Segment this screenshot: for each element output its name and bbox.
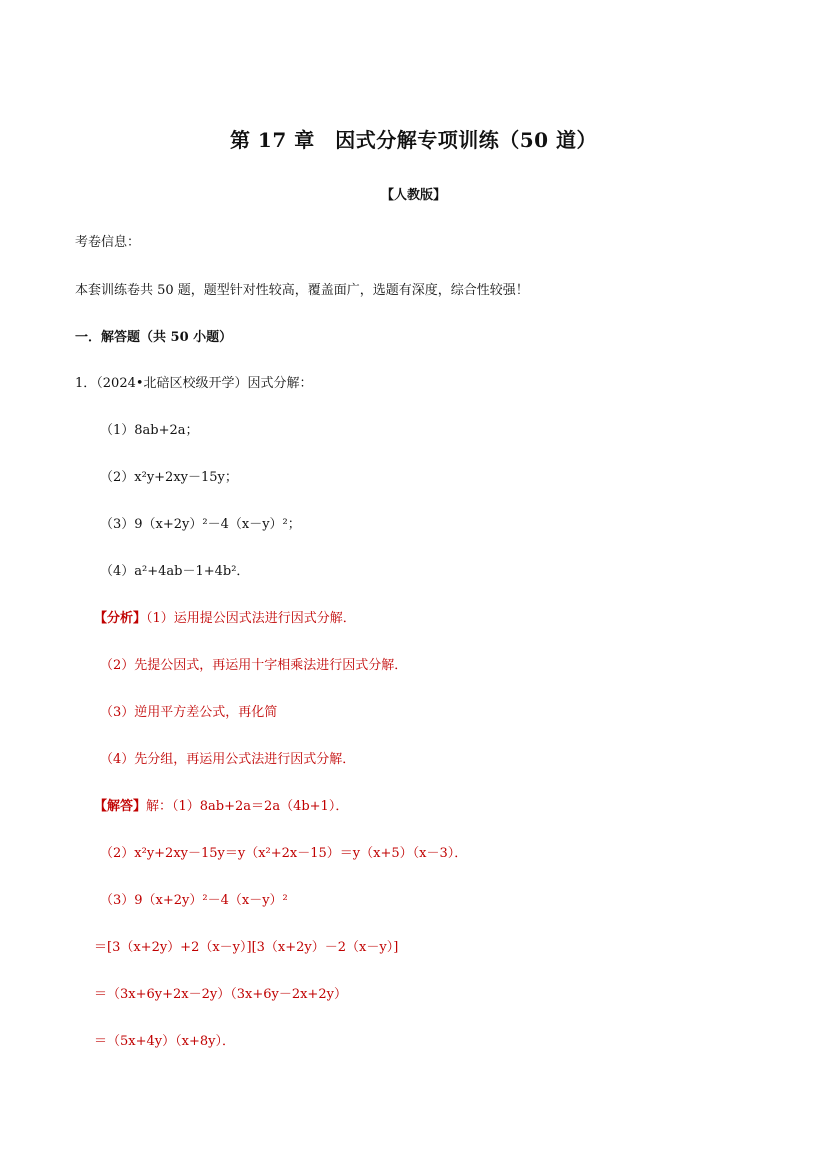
document-subtitle: 【人教版】 <box>380 188 446 203</box>
exam-info-text: 本套训练卷共 50 题，题型针对性较高，覆盖面广，选题有深度，综合性较强！ <box>75 283 529 298</box>
solution-line-6: ＝（5x+4y）（x+8y）． <box>94 1034 235 1049</box>
question-number: 1． <box>75 376 97 391</box>
analysis-line-4: （4）先分组，再运用公式法进行因式分解． <box>100 752 356 767</box>
question-part-1: （1）8ab+2a； <box>100 423 199 438</box>
solution-line-3: （3）9（x+2y）²－4（x－y）² <box>100 893 288 908</box>
solution-text-1: 解：（1）8ab+2a＝2a（4b+1）． <box>146 799 349 814</box>
analysis-text-1: （1）运用提公因式法进行因式分解． <box>146 611 356 626</box>
question-header <box>75 375 313 393</box>
solution-tag: 【解答】 <box>94 799 147 814</box>
section-heading: 一．解答题（共 50 小题） <box>75 330 233 345</box>
solution-line-5: ＝（3x+6y+2x－2y）（3x+6y－2x+2y） <box>94 987 347 1002</box>
question-part-3: （3）9（x+2y）²－4（x－y）²； <box>100 517 301 532</box>
solution-line-1 <box>94 798 348 816</box>
question-source: （2024•北碚区校级开学）因式分解： <box>96 376 313 391</box>
question-part-4: （4）a²+4ab－1+4b²． <box>100 564 250 579</box>
question-part-2: （2）x²y+2xy－15y； <box>100 470 238 485</box>
analysis-line-2: （2）先提公因式，再运用十字相乘法进行因式分解． <box>100 658 408 673</box>
analysis-line-1 <box>94 610 356 628</box>
solution-line-4: ＝[3（x+2y）+2（x－y）][3（x+2y）－2（x－y）] <box>94 940 399 955</box>
analysis-line-3: （3）逆用平方差公式，再化简 <box>100 705 278 720</box>
analysis-tag: 【分析】 <box>94 611 147 626</box>
document-title: 第 17 章 因式分解专项训练（50 道） <box>229 128 598 152</box>
solution-line-2: （2）x²y+2xy－15y＝y（x²+2x－15）＝y（x+5）（x－3）． <box>100 846 468 861</box>
exam-info-label: 考卷信息： <box>75 235 141 250</box>
